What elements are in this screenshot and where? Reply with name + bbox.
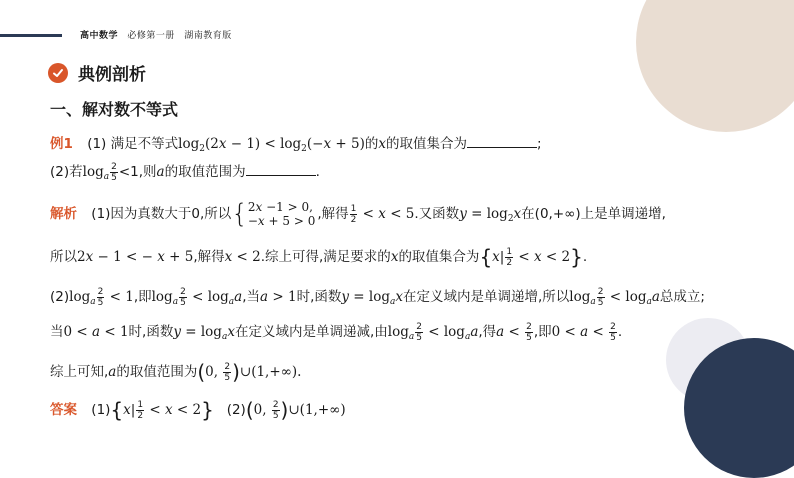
example-question-2: (2)若$\log_a$ $\frac{2}{5}$ <1,则a的取值范围为 . xyxy=(50,161,320,183)
analysis-l3-f: 总成立; xyxy=(659,289,705,305)
section-title-text: 典例剖析 xyxy=(78,65,146,85)
analysis-l3-d: 时,函数 xyxy=(296,289,342,305)
answer-blank-1 xyxy=(467,135,537,148)
analysis-l4-b: 时,函数 xyxy=(128,324,174,340)
analysis-l3-c: ,当 xyxy=(242,289,261,305)
q2-tail: 的取值范围为 xyxy=(164,164,246,180)
section-title xyxy=(48,60,146,85)
analysis-l2-d: 的取值集合为 xyxy=(398,249,480,265)
header-subject: 高中数学 xyxy=(80,31,119,41)
answer-part-1: (1) xyxy=(91,402,111,418)
header-accent-bar xyxy=(0,34,62,37)
answer-part-2: (2) xyxy=(226,402,246,418)
analysis-l2-b: ,解得 xyxy=(193,249,225,265)
analysis-label: 解析 xyxy=(50,206,77,222)
analysis-l1-a: (1)因为真数大于0,所以 xyxy=(91,206,232,222)
header-book: 必修第一册 xyxy=(127,31,175,41)
example-question-1: 例1 (1) 满足不等式$\log_2(2x - 1) < \log_2(-x + 5)$的x的取值集合为 ; xyxy=(50,136,542,154)
analysis-l2-c: .综上可得,满足要求的 xyxy=(260,249,391,265)
analysis-l4-a: 当 xyxy=(50,324,64,340)
analysis-l5-b: 的取值范围为 xyxy=(116,364,198,380)
check-icon xyxy=(48,63,68,83)
analysis-l1-c: .又函数 xyxy=(414,206,460,222)
header-publisher: 湖南教育版 xyxy=(184,31,232,41)
q2-mid: <1,则 xyxy=(118,164,157,180)
analysis-l1-b: ,解得 xyxy=(317,206,349,222)
answer-label: 答案 xyxy=(50,402,77,418)
q2-prefix: (2)若 xyxy=(50,164,83,180)
analysis-line-3: $(2)\log_a$ $\frac{2}{5}$ < 1,即$\log_a$ $\frac{2}{5}$ < $\log_aa$,当a > 1时,函数$y = \log_ax$在定义域内是单调递增,所以$\log_a$ $\frac{2}{5}$ < $\log_aa$总成立; xyxy=(50,286,705,308)
q1-tail: 的取值集合为 xyxy=(386,136,467,152)
analysis-line-2: 所以2x − 1 < − x + 5,解得x < 2.综上可得,满足要求的x的取值集合为{x| $\frac{1}{2}$ < x < 2}. xyxy=(50,245,588,269)
analysis-l4-c: 在定义域内是单调递减,由 xyxy=(234,324,388,340)
answer-blank-2 xyxy=(246,163,316,176)
q1-suffix: 的 xyxy=(364,136,379,152)
subsection-title: 一、解对数不等式 xyxy=(50,100,179,119)
q1-prefix: (1) 满足不等式 xyxy=(87,136,179,152)
analysis-l1-d: 在(0,+∞)上是单调递增, xyxy=(521,206,666,222)
analysis-line-5: 综上可知,a的取值范围为(0, $\frac{2}{5}$ )∪(1,+∞). xyxy=(50,360,302,384)
decorative-circle-top-right xyxy=(636,0,794,132)
example-label: 例1 xyxy=(50,136,73,152)
answer-line: 答案 (1){x| $\frac{1}{2}$ < x < 2} (2)(0, $\frac{2}{5}$ )∪(1,+∞) xyxy=(50,398,346,422)
analysis-l4-e: ,即 xyxy=(533,324,552,340)
analysis-l2-a: 所以 xyxy=(50,249,77,265)
analysis-l3-b: ,即 xyxy=(133,289,152,305)
analysis-line-4: 当0 < a < 1时,函数$y = \log_ax$在定义域内是单调递减,由$\log_a$ $\frac{2}{5}$ < $\log_aa$,得a < $\frac{2}{5}$ ,即0 < a < $\frac{2}{5}$ . xyxy=(50,321,623,343)
analysis-l3-a: (2) xyxy=(50,289,70,305)
analysis-l5-a: 综上可知, xyxy=(50,364,109,380)
analysis-l4-d: ,得 xyxy=(478,324,497,340)
analysis-l3-e: 在定义域内是单调递增,所以 xyxy=(403,289,570,305)
analysis-line-1: 解析 (1)因为真数大于0,所以{2x −1 > 0, −x + 5 > 0 ,解得 $\frac{1}{2}$ < x < 5.又函数$y = \log_2x$在(0,+∞)上是单调递增, xyxy=(50,199,666,229)
header xyxy=(80,28,238,41)
